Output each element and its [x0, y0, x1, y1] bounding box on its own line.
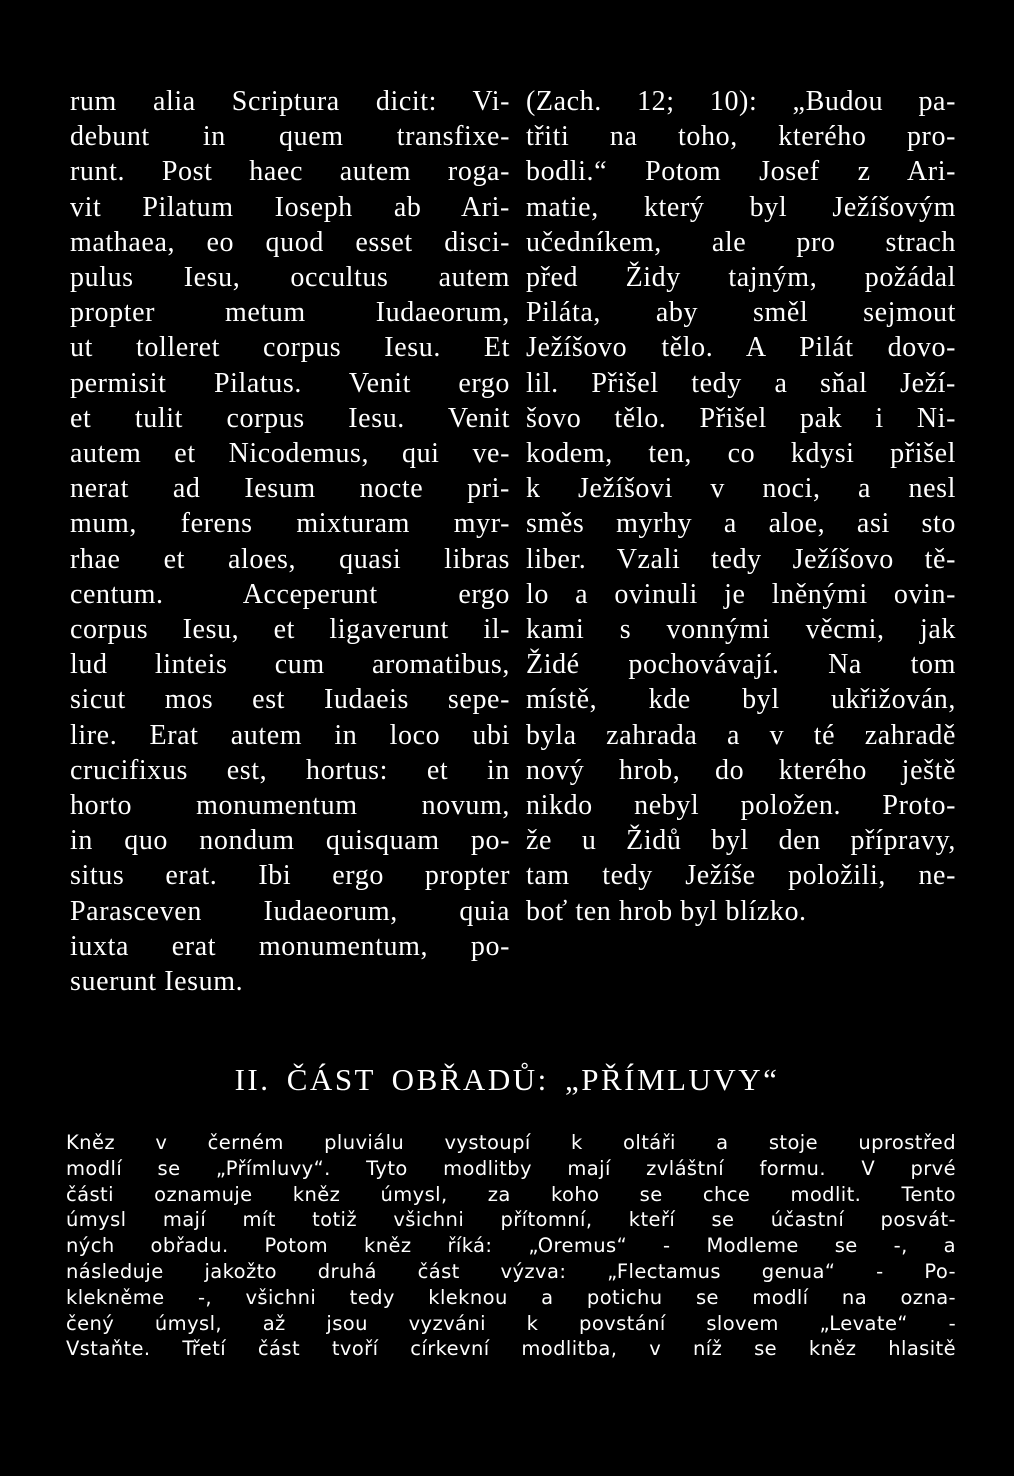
czech-line: nový hrob, do kterého ještě — [526, 754, 956, 786]
czech-line: liber. Vzali tedy Ježíšovo tě- — [526, 543, 956, 575]
rubric-text — [66, 1130, 956, 1362]
section-heading: II. ČÁST OBŘADŮ: „PŘÍMLUVY“ — [234, 1062, 780, 1097]
czech-line: učedníkem, ale pro strach — [526, 226, 956, 258]
rubric-line: úmysl mají mít totiž všichni přítomní, kteří se účastní posvát- — [66, 1208, 956, 1232]
latin-line: runt. Post haec autem roga- — [70, 156, 510, 188]
rubric-line: klekněme -, všichni tedy kleknou a potichu se modlí na ozna- — [66, 1285, 956, 1309]
latin-line: corpus Iesu, et ligaverunt il- — [70, 614, 510, 646]
rubric-line: Vstaňte. Třetí část tvoří církevní modlitba, v níž se kněz hlasitě — [66, 1337, 956, 1361]
latin-line: sicut mos est Iudaeis sepe- — [70, 684, 510, 716]
latin-line: pulus Iesu, occultus autem — [70, 262, 510, 294]
latin-line: rhae et aloes, quasi libras — [70, 543, 510, 575]
latin-line: autem et Nicodemus, qui ve- — [70, 438, 510, 470]
czech-line: že u Židů byl den přípravy, — [526, 825, 956, 857]
latin-line: vit Pilatum Ioseph ab Ari- — [70, 191, 510, 223]
latin-line: propter metum Iudaeorum, — [70, 297, 510, 329]
latin-line: ut tolleret corpus Iesu. Et — [70, 332, 510, 364]
czech-line: boť ten hrob byl blízko. — [526, 895, 807, 927]
czech-line: k Ježíšovi v noci, a nesl — [526, 473, 956, 505]
latin-line: crucifixus est, hortus: et in — [70, 754, 510, 786]
latin-line: mathaea, eo quod esset disci- — [70, 226, 510, 258]
latin-line: debunt in quem transfixe- — [70, 121, 510, 153]
rubric-line: čený úmysl, až jsou vyzváni k povstání slovem „Levate“ - — [66, 1311, 956, 1335]
czech-line: nikdo nebyl položen. Proto- — [526, 790, 956, 822]
latin-column — [70, 84, 510, 999]
latin-line: lud linteis cum aromatibus, — [70, 649, 510, 681]
latin-line: horto monumentum novum, — [70, 790, 510, 822]
latin-line: suerunt Iesum. — [70, 966, 244, 998]
czech-line: lo a ovinuli je lněnými ovin- — [526, 578, 956, 610]
latin-line: situs erat. Ibi ergo propter — [70, 860, 510, 892]
czech-line: směs myrhy a aloe, asi sto — [526, 508, 956, 540]
czech-line: byla zahrada a v té zahradě — [526, 719, 956, 751]
latin-line: nerat ad Iesum nocte pri- — [70, 473, 510, 505]
rubric-line: modlí se „Přímluvy“. Tyto modlitby mají zvláštní formu. V prvé — [66, 1156, 956, 1180]
latin-line: lire. Erat autem in loco ubi — [70, 719, 510, 751]
czech-line: šovo tělo. Přišel pak i Ni- — [526, 402, 956, 434]
latin-line: in quo nondum quisquam po- — [70, 825, 510, 857]
czech-column — [526, 84, 956, 929]
czech-line: lil. Přišel tedy a sňal Ježí- — [526, 367, 956, 399]
czech-line: místě, kde byl ukřižován, — [526, 684, 956, 716]
rubric-line: části oznamuje kněz úmysl, za koho se chce modlit. Tento — [66, 1182, 956, 1206]
latin-line: et tulit corpus Iesu. Venit — [70, 402, 510, 434]
rubric-line: ných obřadu. Potom kněz říká: „Oremus“ - Modleme se -, a — [66, 1234, 956, 1258]
czech-line: matie, který byl Ježíšovým — [526, 191, 956, 223]
latin-line: mum, ferens mixturam myr- — [70, 508, 510, 540]
latin-line: iuxta erat monumentum, po- — [70, 930, 510, 962]
latin-line: centum. Acceperunt ergo — [70, 578, 510, 610]
czech-line: kodem, ten, co kdysi přišel — [526, 438, 956, 470]
czech-line: Piláta, aby směl sejmout — [526, 297, 956, 329]
czech-line: Ježíšovo tělo. A Pilát dovo- — [526, 332, 956, 364]
rubric-line: následuje jakožto druhá část výzva: „Flectamus genua“ - Po- — [66, 1259, 956, 1283]
czech-line: kami s vonnými věcmi, jak — [526, 614, 956, 646]
czech-line: tam tedy Ježíše položili, ne- — [526, 860, 956, 892]
czech-line: třiti na toho, kterého pro- — [526, 121, 956, 153]
rubric-line: Kněz v černém pluviálu vystoupí k oltáři a stoje uprostřed — [66, 1131, 956, 1154]
latin-line: Parasceven Iudaeorum, quia — [70, 895, 510, 927]
czech-line: před Židy tajným, požádal — [526, 262, 956, 294]
czech-line: (Zach. 12; 10): „Budou pa- — [526, 86, 956, 117]
czech-line: Židé pochovávají. Na tom — [526, 649, 956, 681]
latin-line: permisit Pilatus. Venit ergo — [70, 367, 510, 399]
latin-line: rum alia Scriptura dicit: Vi- — [70, 86, 510, 117]
czech-line: bodli.“ Potom Josef z Ari- — [526, 156, 956, 188]
